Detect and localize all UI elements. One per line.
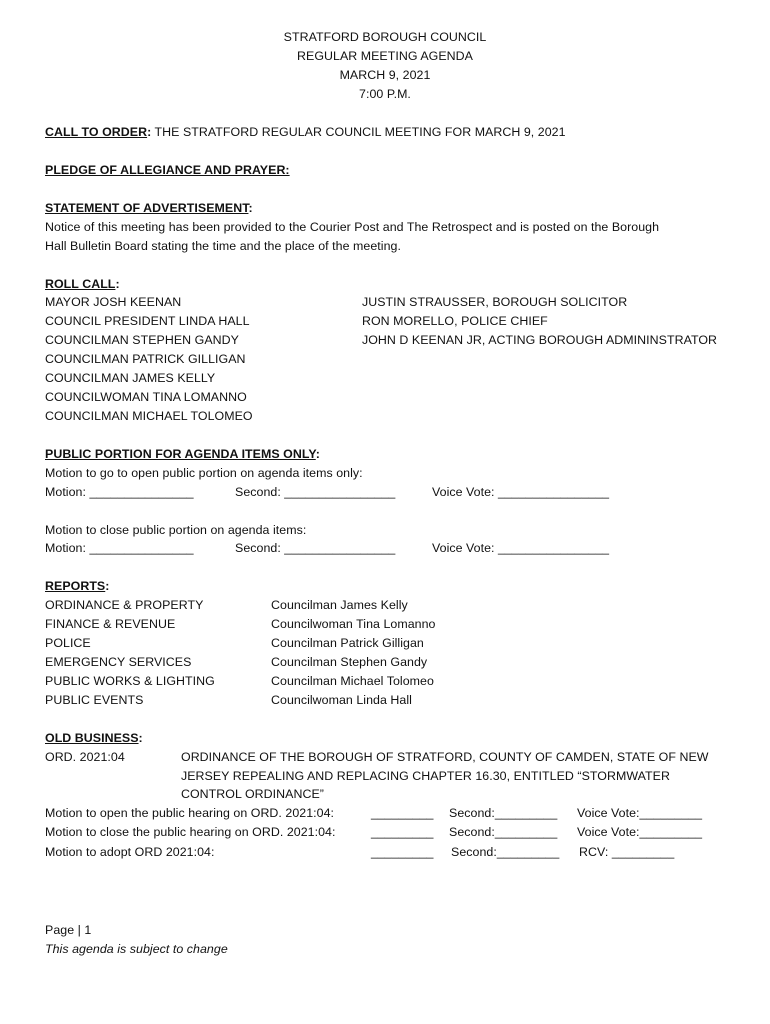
roll-call-heading: ROLL CALL bbox=[45, 277, 116, 291]
hearing-open-second: Second:_________ bbox=[449, 806, 558, 820]
report-member: Councilwoman Linda Hall bbox=[271, 693, 412, 707]
advertisement-text-2: Hall Bulletin Board stating the time and the place of the meeting. bbox=[45, 239, 401, 253]
public-open-second: Second: ________________ bbox=[235, 485, 396, 499]
hearing-close-voice-vote: Voice Vote:_________ bbox=[577, 825, 703, 839]
report-member: Councilman Michael Tolomeo bbox=[271, 674, 434, 688]
roll-call-member: COUNCILMAN MICHAEL TOLOMEO bbox=[45, 409, 253, 423]
public-portion-heading-line: PUBLIC PORTION FOR AGENDA ITEMS ONLY: bbox=[45, 447, 320, 461]
old-business-heading-line: OLD BUSINESS: bbox=[45, 731, 143, 745]
roll-call-member: COUNCIL PRESIDENT LINDA HALL bbox=[45, 314, 250, 328]
ordinance-title-2: JERSEY REPEALING AND REPLACING CHAPTER 16.30, ENTITLED “STORMWATER bbox=[181, 769, 670, 783]
advertisement-text-1: Notice of this meeting has been provided to the Courier Post and The Retrospect and is posted on the Borough bbox=[45, 220, 660, 234]
ordinance-title-1: ORDINANCE OF THE BOROUGH OF STRATFORD, COUNTY OF CAMDEN, STATE OF NEW bbox=[181, 750, 709, 764]
report-department: FINANCE & REVENUE bbox=[45, 617, 176, 631]
hearing-close-motion: Motion to close the public hearing on ORD. 2021:04: bbox=[45, 825, 336, 839]
adopt-rcv: RCV: _________ bbox=[579, 845, 675, 859]
hearing-close-blank: _________ bbox=[371, 825, 434, 839]
public-open-voice-vote: Voice Vote: ________________ bbox=[432, 485, 610, 499]
roll-call-member: COUNCILMAN STEPHEN GANDY bbox=[45, 333, 239, 347]
public-close-second: Second: ________________ bbox=[235, 541, 396, 555]
report-department: ORDINANCE & PROPERTY bbox=[45, 598, 204, 612]
ordinance-number: ORD. 2021:04 bbox=[45, 750, 125, 764]
hearing-open-voice-vote: Voice Vote:_________ bbox=[577, 806, 703, 820]
call-to-order-heading: CALL TO ORDER bbox=[45, 125, 148, 139]
report-department: PUBLIC EVENTS bbox=[45, 693, 144, 707]
advertisement-heading-line: STATEMENT OF ADVERTISEMENT: bbox=[45, 201, 253, 215]
header-title: STRATFORD BOROUGH COUNCIL bbox=[283, 30, 487, 44]
roll-call-member: COUNCILWOMAN TINA LOMANNO bbox=[45, 390, 247, 404]
page-number: Page | 1 bbox=[45, 923, 92, 937]
advertisement-heading: STATEMENT OF ADVERTISEMENT bbox=[45, 201, 249, 215]
roll-call-member: COUNCILMAN JAMES KELLY bbox=[45, 371, 216, 385]
report-member: Councilman Patrick Gilligan bbox=[271, 636, 424, 650]
roll-call-member: COUNCILMAN PATRICK GILLIGAN bbox=[45, 352, 246, 366]
header-subtitle: REGULAR MEETING AGENDA bbox=[297, 49, 473, 63]
call-to-order-text: THE STRATFORD REGULAR COUNCIL MEETING FOR MARCH 9, 2021 bbox=[154, 125, 566, 139]
adopt-blank: _________ bbox=[371, 845, 434, 859]
header-time: 7:00 P.M. bbox=[359, 87, 411, 101]
public-open-text: Motion to go to open public portion on agenda items only: bbox=[45, 466, 363, 480]
report-member: Councilwoman Tina Lomanno bbox=[271, 617, 436, 631]
roll-call-official: RON MORELLO, POLICE CHIEF bbox=[362, 314, 548, 328]
report-member: Councilman James Kelly bbox=[271, 598, 408, 612]
pledge-heading: PLEDGE OF ALLEGIANCE AND PRAYER: bbox=[45, 163, 290, 177]
old-business-heading: OLD BUSINESS bbox=[45, 731, 139, 745]
public-close-voice-vote: Voice Vote: ________________ bbox=[432, 541, 610, 555]
report-department: EMERGENCY SERVICES bbox=[45, 655, 192, 669]
reports-heading: REPORTS bbox=[45, 579, 106, 593]
hearing-close-second: Second:_________ bbox=[449, 825, 558, 839]
call-to-order: CALL TO ORDER: THE STRATFORD REGULAR COUNCIL MEETING FOR MARCH 9, 2021 bbox=[45, 125, 566, 139]
report-department: PUBLIC WORKS & LIGHTING bbox=[45, 674, 215, 688]
hearing-open-motion: Motion to open the public hearing on ORD. 2021:04: bbox=[45, 806, 335, 820]
footer-note: This agenda is subject to change bbox=[45, 942, 228, 956]
roll-call-official: JOHN D KEENAN JR, ACTING BOROUGH ADMININSTRATOR bbox=[362, 333, 718, 347]
report-member: Councilman Stephen Gandy bbox=[271, 655, 428, 669]
public-close-motion: Motion: _______________ bbox=[45, 541, 194, 555]
roll-call-official: JUSTIN STRAUSSER, BOROUGH SOLICITOR bbox=[362, 295, 628, 309]
report-department: POLICE bbox=[45, 636, 91, 650]
public-open-motion: Motion: _______________ bbox=[45, 485, 194, 499]
reports-heading-line: REPORTS: bbox=[45, 579, 110, 593]
ordinance-title-3: CONTROL ORDINANCE” bbox=[181, 787, 324, 801]
adopt-second: Second:_________ bbox=[451, 845, 560, 859]
public-portion-heading: PUBLIC PORTION FOR AGENDA ITEMS ONLY bbox=[45, 447, 316, 461]
public-close-text: Motion to close public portion on agenda items: bbox=[45, 523, 307, 537]
roll-call-heading-line: ROLL CALL: bbox=[45, 277, 120, 291]
adopt-motion: Motion to adopt ORD 2021:04: bbox=[45, 845, 215, 859]
header-date: MARCH 9, 2021 bbox=[339, 68, 431, 82]
roll-call-member: MAYOR JOSH KEENAN bbox=[45, 295, 182, 309]
hearing-open-blank: _________ bbox=[371, 806, 434, 820]
